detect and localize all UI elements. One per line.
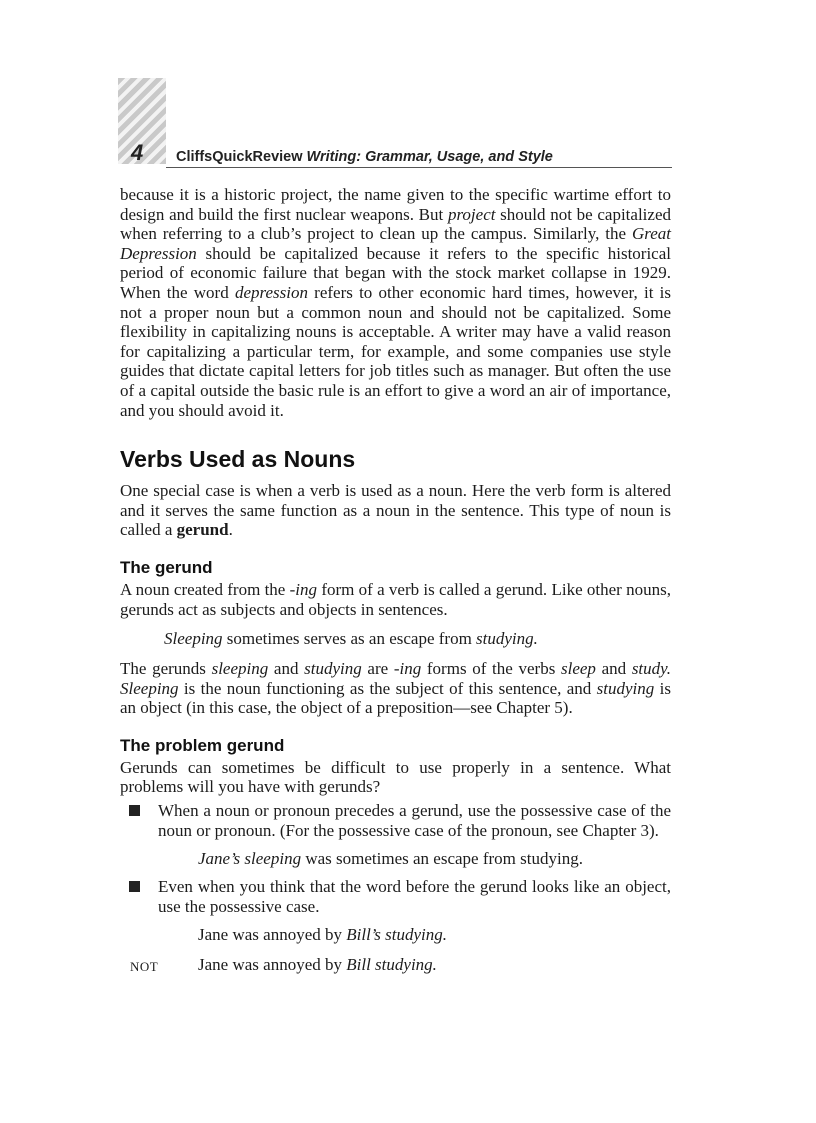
book-subtitle: Writing: Grammar, Usage, and Style (306, 149, 553, 165)
running-head (176, 149, 553, 165)
problem-list-continued (120, 877, 671, 916)
page-content (120, 185, 671, 975)
section-heading-verbs: Verbs Used as Nouns (120, 446, 356, 473)
subheading-gerund: The gerund (120, 557, 213, 577)
list-item: Even when you think that the word before the gerund looks like an object, use the possessive case. (120, 877, 671, 916)
gerund-definition: A noun created from the -ing form of a verb is called a gerund. Like other nouns, gerunds act as subjects and objects in sentences. (120, 579, 671, 619)
gerund-explanation: The gerunds sleeping and studying are -ing forms of the verbs sleep and study. Sleeping is the noun functioning as the subject of this sentence, and studying is an object (in this case, the object of a preposition—see Chapter 5). (120, 659, 672, 718)
book-title: CliffsQuickReview (176, 149, 303, 165)
subheading-problem-gerund: The problem gerund (120, 735, 285, 755)
header-rule (166, 167, 672, 168)
verbs-paragraph: One special case is when a verb is used as a noun. Here the verb form is altered and it serves the same function as a noun in the sentence. This type of noun is called a gerund. (120, 481, 671, 540)
problem-list (120, 801, 671, 840)
page-number: 4 (131, 140, 144, 165)
problem-intro: Gerunds can sometimes be difficult to use properly in a sentence. What problems will you have with gerunds? (120, 757, 671, 797)
intro-paragraph: because it is a historic project, the name given to the specific wartime effort to design and build the first nuclear weapons. But project should not be capitalized when referring to a club’s project to clean up the campus. Similarly, the Great Depression should be capitalized because it refers to the specific historical period of economic failure that began with the stock market collapse in 1929. When the word depression refers to other economic hard times, however, it is not a proper noun but a common noun and should not be capitalized. Some flexibility in capitalizing nouns is acceptable. A writer may have a valid reason for capitalizing a particular term, for example, and some companies use style guides that dictate capital letters for job titles such as manager. But often the use of a capital outside the basic rule is an effort to give a word an air of importance, and you should avoid it. (120, 185, 671, 420)
square-bullet-icon (129, 805, 140, 816)
possessive-example: Jane’s sleeping was sometimes an escape from studying. (198, 849, 583, 869)
list-item: When a noun or pronoun precedes a gerund, use the possessive case of the noun or pronoun. (For the possessive case of the pronoun, see Chapter 3). (120, 801, 671, 840)
incorrect-example: NOT Jane was annoyed by Bill studying. (120, 955, 671, 975)
object-example: Jane was annoyed by Bill’s studying. (198, 925, 447, 945)
not-label: NOT (130, 959, 159, 975)
gerund-example: Sleeping sometimes serves as an escape from studying. (164, 629, 538, 649)
square-bullet-icon (129, 881, 140, 892)
